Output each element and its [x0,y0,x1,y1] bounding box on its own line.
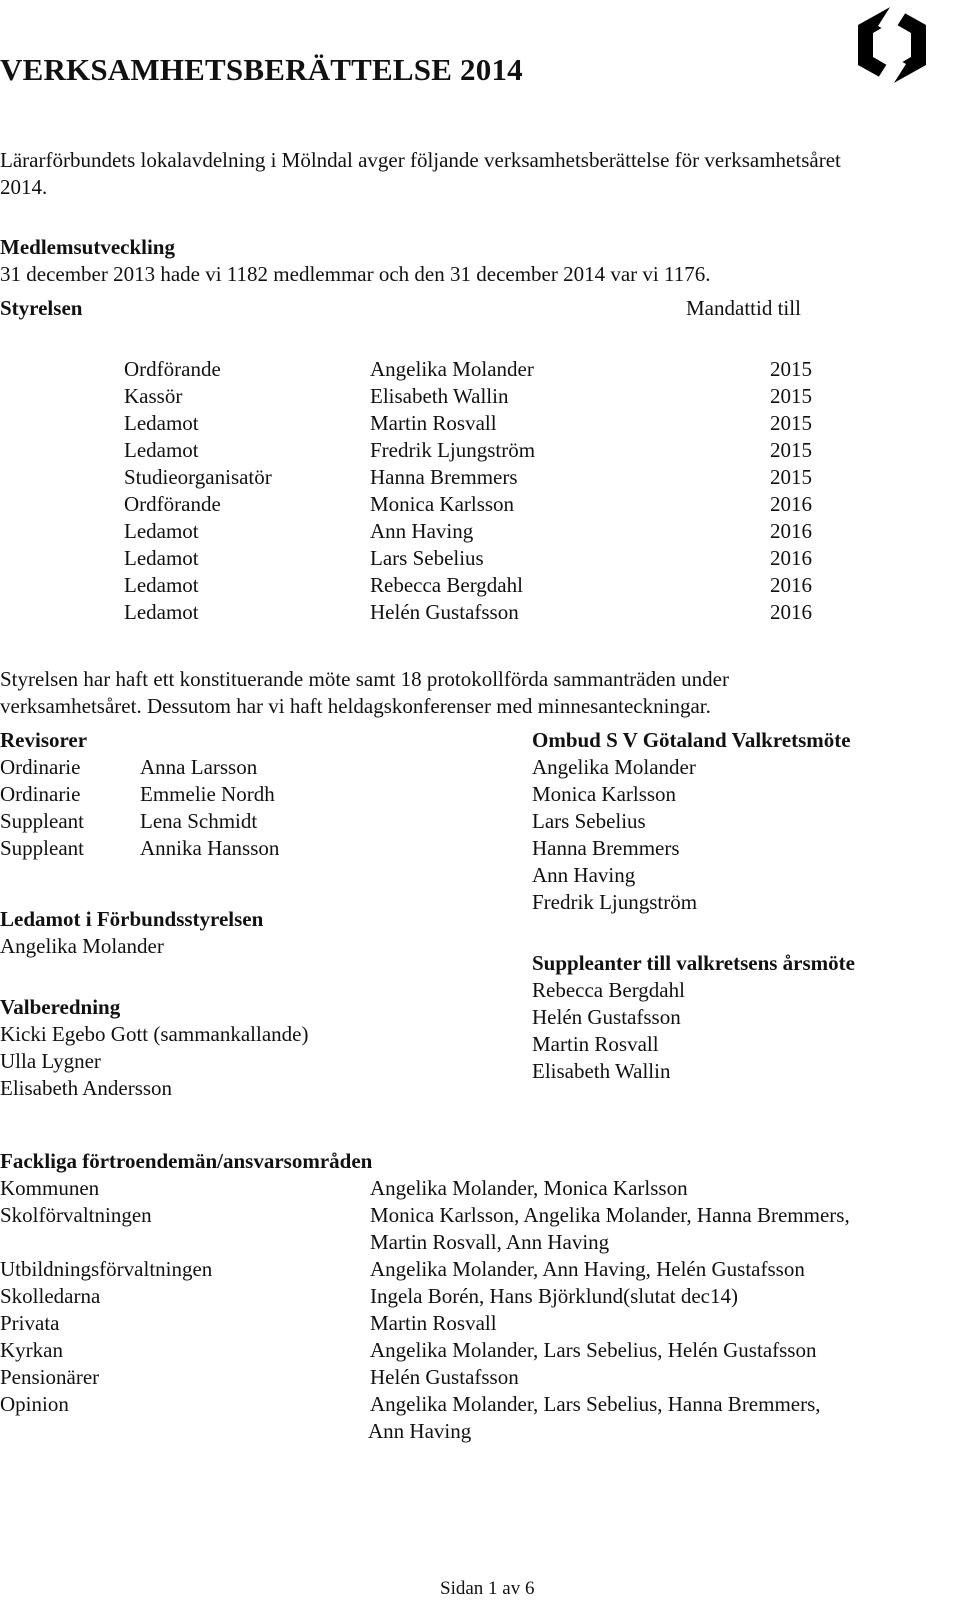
area-people: Martin Rosvall, Ann Having [370,1230,610,1254]
revisor-role: Ordinarie [0,755,81,779]
area-label: Kommunen [0,1176,100,1200]
valberedning-heading: Valberedning [0,995,121,1019]
hexagon-logo-icon [856,4,928,86]
revisorer-heading: Revisorer [0,728,88,752]
table-row [0,356,960,383]
list-item: Elisabeth Wallin [532,1059,671,1083]
area-label: Privata [0,1311,60,1335]
area-people: Ann Having [368,1419,472,1443]
mandate-heading: Mandattid till [686,296,801,320]
member-year: 2015 [770,357,812,381]
revisor-name: Lena Schmidt [140,809,258,833]
member-role: Ledamot [124,519,199,543]
table-row [0,545,960,572]
ombud-heading: Ombud S V Götaland Valkretsmöte [532,728,851,752]
revisor-role: Suppleant [0,836,84,860]
list-item: Martin Rosvall [532,1032,659,1056]
member-name: Angelika Molander [370,357,534,381]
member-year: 2015 [770,411,812,435]
revisor-name: Annika Hansson [140,836,280,860]
list-item: Lars Sebelius [532,809,646,833]
member-name: Rebecca Bergdahl [370,573,523,597]
list-item: Rebecca Bergdahl [532,978,685,1002]
styrelsen-heading: Styrelsen [0,296,83,320]
list-item: Kicki Egebo Gott (sammankallande) [0,1022,309,1046]
member-role: Ledamot [124,411,199,435]
area-people: Monica Karlsson, Angelika Molander, Hanna Bremmers, [370,1203,850,1227]
area-label: Kyrkan [0,1338,63,1362]
area-label: Skolledarna [0,1284,101,1308]
member-year: 2016 [770,492,812,516]
member-name: Helén Gustafsson [370,600,519,624]
list-item: Elisabeth Andersson [0,1076,173,1100]
list-item: Ulla Lygner [0,1049,101,1073]
forbundsstyrelsen-heading: Ledamot i Förbundsstyrelsen [0,907,264,931]
medlemsutveckling-heading: Medlemsutveckling [0,235,175,259]
area-label: Skolförvaltningen [0,1203,152,1227]
member-year: 2016 [770,600,812,624]
member-name: Hanna Bremmers [370,465,518,489]
revisor-role: Ordinarie [0,782,81,806]
revisor-role: Suppleant [0,809,84,833]
forbundsstyrelsen-name: Angelika Molander [0,934,164,958]
table-row [0,599,960,626]
medlemsutveckling-text: 31 december 2013 hade vi 1182 medlemmar och den 31 december 2014 var vi 1176. [0,262,711,286]
table-row [0,383,960,410]
member-role: Kassör [124,384,183,408]
area-label: Utbildningsförvaltningen [0,1257,213,1281]
list-item: Ann Having [532,863,636,887]
list-item: Fredrik Ljungström [532,890,698,914]
intro-line-1: Lärarförbundets lokalavdelning i Mölndal avger följande verksamhetsberättelse för verksamhetsåret [0,148,841,172]
member-year: 2016 [770,573,812,597]
member-name: Monica Karlsson [370,492,515,516]
member-role: Ordförande [124,492,221,516]
member-year: 2015 [770,438,812,462]
table-row [0,572,960,599]
member-name: Lars Sebelius [370,546,484,570]
list-item: Helén Gustafsson [532,1005,681,1029]
area-people: Angelika Molander, Monica Karlsson [370,1176,688,1200]
area-people: Angelika Molander, Ann Having, Helén Gustafsson [370,1257,805,1281]
area-people: Angelika Molander, Lars Sebelius, Hanna Bremmers, [370,1392,821,1416]
area-people: Angelika Molander, Lars Sebelius, Helén Gustafsson [370,1338,817,1362]
member-year: 2015 [770,465,812,489]
page-number: Sidan 1 av 6 [440,1578,535,1599]
table-row [0,437,960,464]
area-label: Pensionärer [0,1365,100,1389]
table-row [0,491,960,518]
list-item: Hanna Bremmers [532,836,680,860]
page-title: VERKSAMHETSBERÄTTELSE 2014 [0,52,523,87]
revisor-name: Anna Larsson [140,755,258,779]
member-role: Studieorganisatör [124,465,272,489]
area-people: Martin Rosvall [370,1311,497,1335]
member-role: Ordförande [124,357,221,381]
table-row [0,410,960,437]
member-year: 2015 [770,384,812,408]
member-role: Ledamot [124,600,199,624]
member-name: Ann Having [370,519,474,543]
member-year: 2016 [770,519,812,543]
member-role: Ledamot [124,438,199,462]
fackliga-heading: Fackliga förtroendemän/ansvarsområden [0,1149,373,1173]
table-row [0,464,960,491]
member-name: Martin Rosvall [370,411,497,435]
revisor-name: Emmelie Nordh [140,782,275,806]
styrelsen-summary-line-1: Styrelsen har haft ett konstituerande möte samt 18 protokollförda sammanträden under [0,667,729,691]
list-item: Angelika Molander [532,755,696,779]
member-year: 2016 [770,546,812,570]
suppleanter-heading: Suppleanter till valkretsens årsmöte [532,951,855,975]
list-item: Monica Karlsson [532,782,677,806]
area-label: Opinion [0,1392,69,1416]
member-role: Ledamot [124,546,199,570]
member-name: Elisabeth Wallin [370,384,509,408]
area-people: Ingela Borén, Hans Björklund(slutat dec14) [370,1284,738,1308]
area-people: Helén Gustafsson [370,1365,519,1389]
intro-line-2: 2014. [0,175,48,199]
member-name: Fredrik Ljungström [370,438,536,462]
styrelsen-summary-line-2: verksamhetsåret. Dessutom har vi haft heldagskonferenser med minnesanteckningar. [0,694,711,718]
table-row [0,518,960,545]
member-role: Ledamot [124,573,199,597]
